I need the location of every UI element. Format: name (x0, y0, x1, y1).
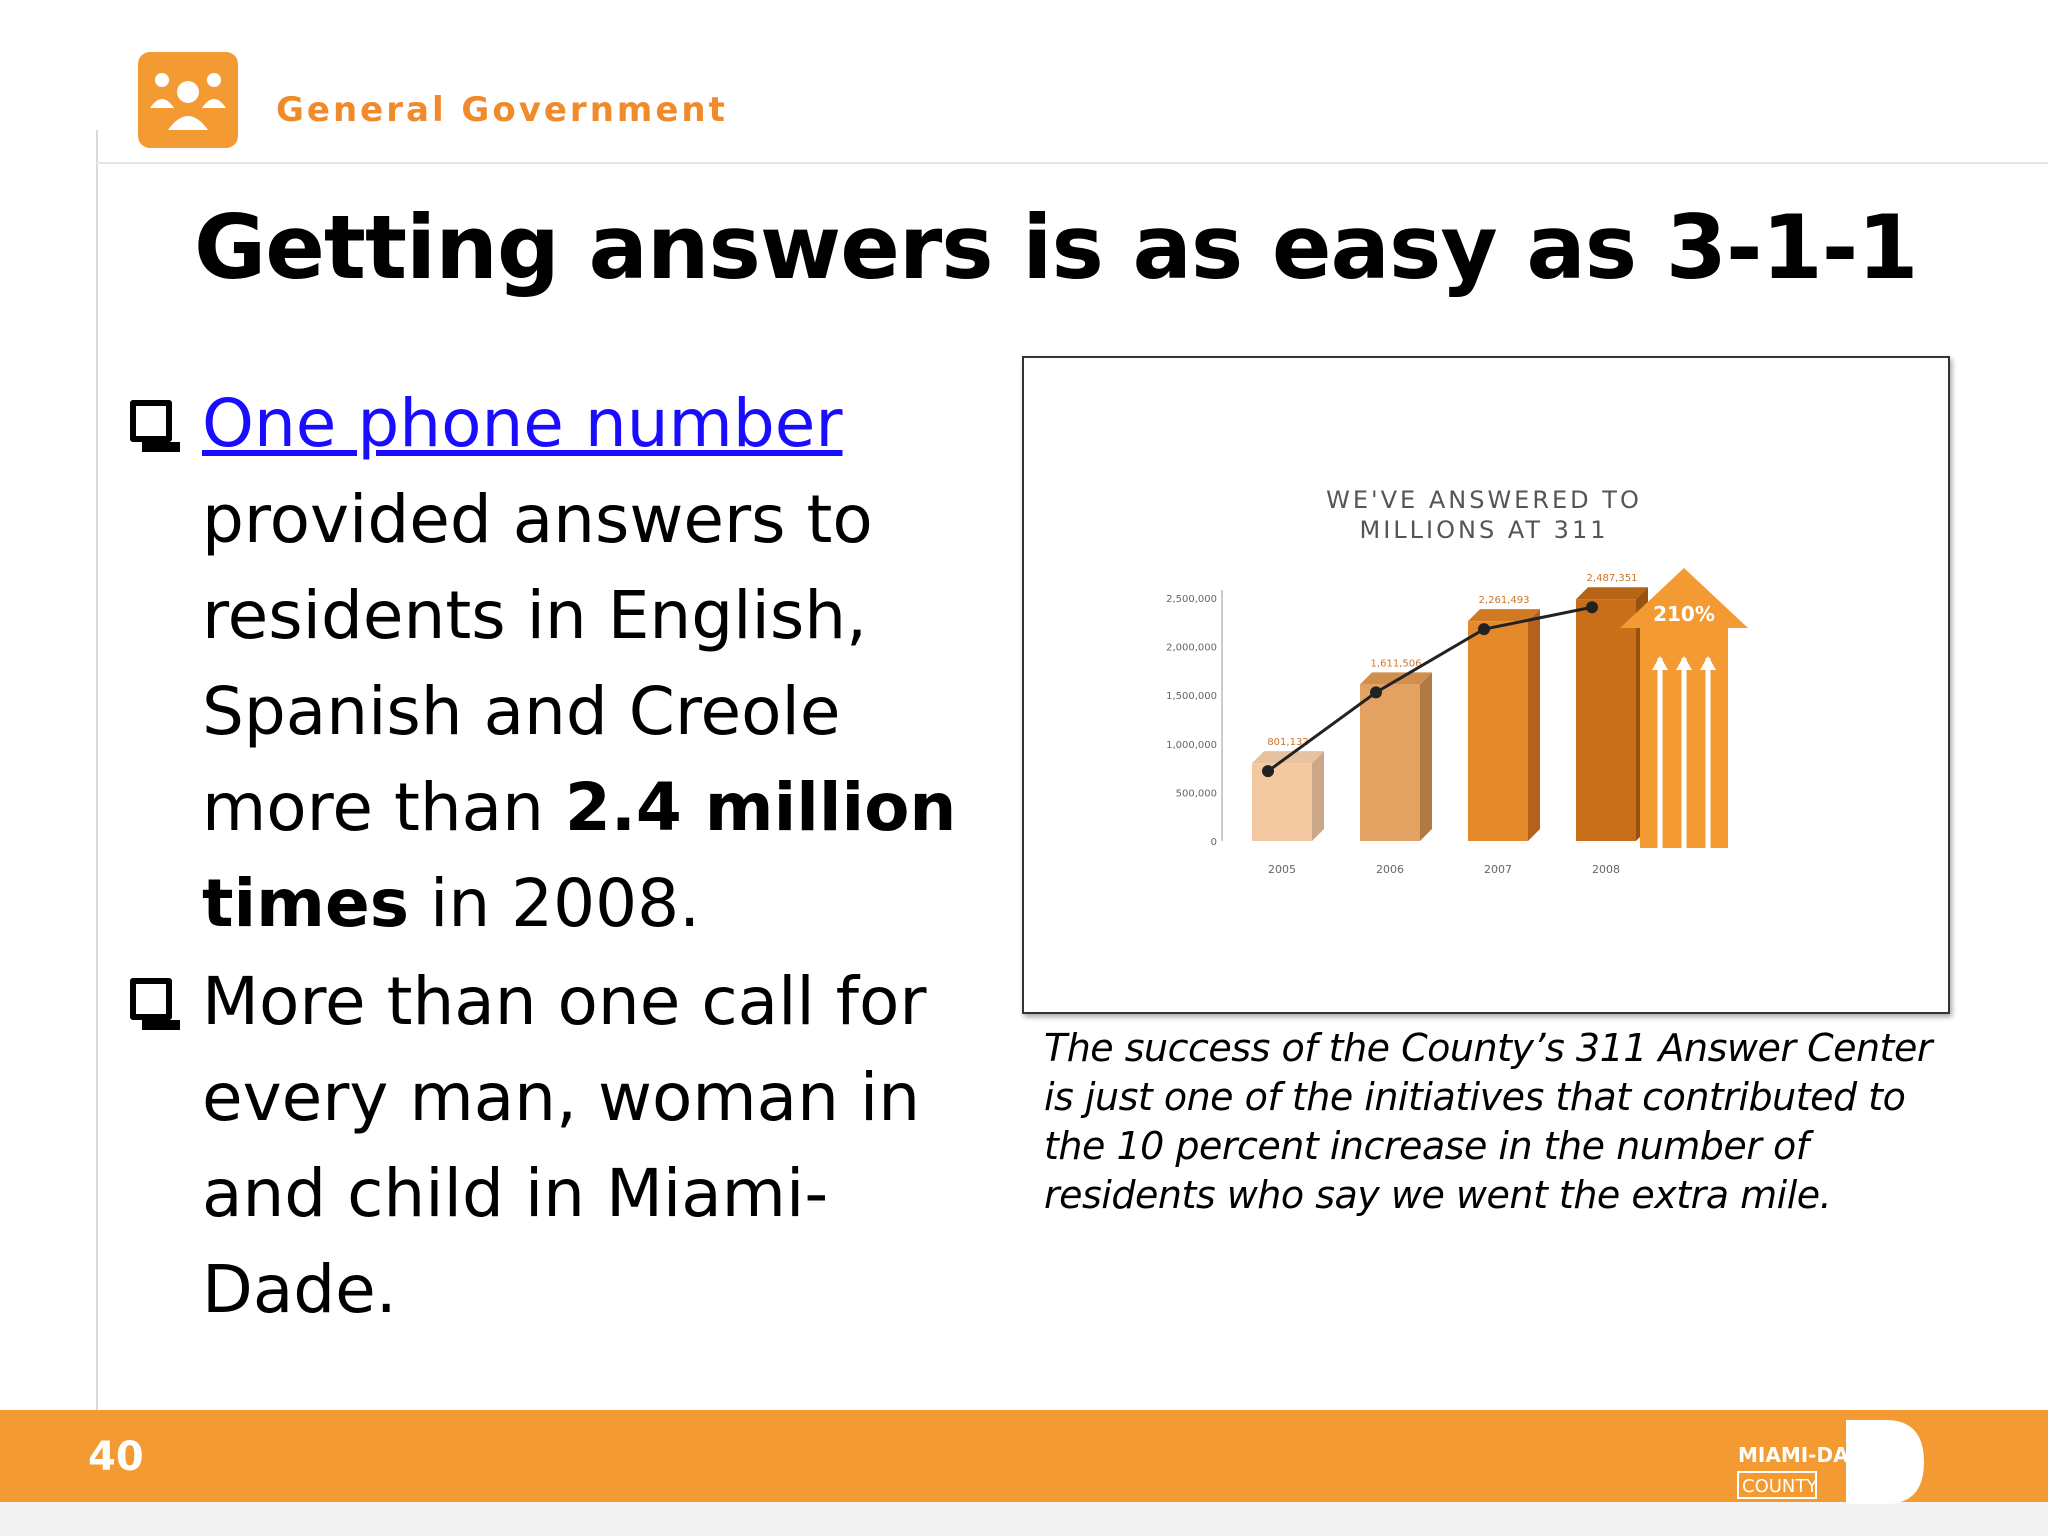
logo-line2: COUNTY (1742, 1476, 1818, 1497)
bar-2008 (1576, 599, 1636, 841)
trend-point (1586, 601, 1598, 613)
value-label: 1,611,506 (1370, 658, 1422, 670)
trend-point (1370, 686, 1382, 698)
bullet-item-2 (130, 954, 1010, 1338)
bullet-list (130, 376, 1010, 1338)
y-tick-label: 1,500,000 (1166, 691, 1217, 703)
trend-point (1478, 623, 1490, 635)
value-label: 2,261,493 (1478, 595, 1530, 607)
page-number: 40 (88, 1434, 144, 1480)
checkbox-bullet-icon (130, 400, 172, 442)
y-tick-label: 1,000,000 (1166, 739, 1217, 751)
x-tick-label: 2006 (1376, 863, 1404, 876)
bar-2007 (1468, 621, 1528, 841)
y-tick-label: 2,500,000 (1166, 594, 1217, 605)
bullet2-text: More than one call for every man, woman in and child in Miami-Dade. (202, 963, 927, 1328)
y-tick-label: 2,000,000 (1166, 642, 1217, 654)
bar-top-2006 (1360, 672, 1432, 684)
bullet-item-1 (130, 376, 1010, 952)
x-tick-label: 2008 (1592, 863, 1620, 876)
value-label: 2,487,351 (1586, 573, 1638, 585)
phone-number-link[interactable]: One phone number (202, 385, 843, 462)
section-label: General Government (276, 90, 728, 130)
bar-side-2006 (1420, 672, 1432, 841)
bar-top-2008 (1576, 587, 1648, 599)
x-tick-label: 2007 (1484, 863, 1512, 876)
x-tick-label: 2005 (1268, 863, 1296, 876)
bar-side-2005 (1312, 751, 1324, 841)
slide-title: Getting answers is as easy as 3-1-1 (194, 196, 1918, 299)
value-label: 801,132 (1267, 737, 1309, 749)
trend-point (1262, 765, 1274, 777)
bar-2006 (1360, 684, 1420, 841)
calls-bar-chart (1024, 358, 1948, 1012)
growth-label: 210% (1653, 602, 1715, 626)
chart-frame (1022, 356, 1950, 1014)
bar-2005 (1252, 763, 1312, 841)
chart-caption: The success of the County’s 311 Answer Center is just one of the initiatives that contributed to the 10 percent increase in the number of residents who say we went the extra mile. (1044, 1026, 1932, 1217)
bullet1-text-b: in 2008. (409, 865, 701, 942)
y-tick-label: 0 (1210, 837, 1217, 848)
miami-dade-logo (1736, 1412, 1926, 1508)
y-tick-label: 500,000 (1175, 788, 1217, 800)
checkbox-bullet-icon (130, 978, 172, 1020)
left-rule (96, 130, 98, 1420)
chart-title-line2: millions at 311 (1359, 516, 1609, 544)
header-rule (96, 162, 2048, 164)
people-group-icon (138, 52, 238, 148)
bullet1-text-a: provided answers to residents in English, Spanish and Creole more than (202, 481, 873, 846)
bar-side-2007 (1528, 609, 1540, 841)
bullet1-bold-text: 2.4 million times (202, 769, 957, 942)
chart-title-line1: We've answered to (1326, 486, 1642, 514)
logo-line1: MIAMI-DADE (1738, 1443, 1879, 1467)
